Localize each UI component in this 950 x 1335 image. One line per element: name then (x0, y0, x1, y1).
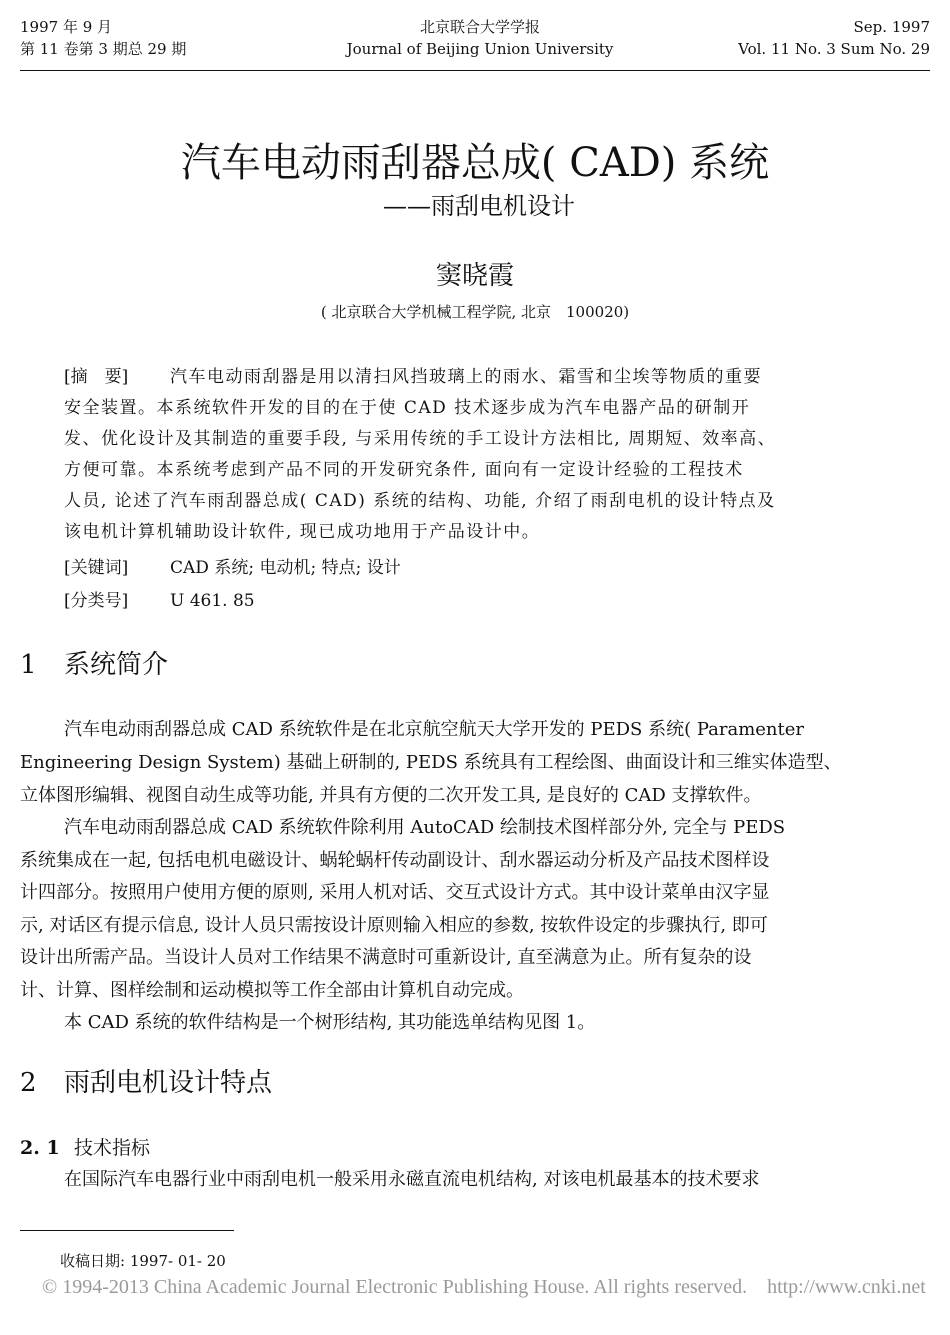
section-number: 2 (20, 1068, 37, 1098)
abstract-line: 发、优化设计及其制造的重要手段, 与采用传统的手工设计方法相比, 周期短、效率高、 (64, 429, 777, 449)
journal-name (330, 16, 630, 60)
body-line: 设计出所需产品。当设计人员对工作结果不满意时可重新设计, 直至满意为止。所有复杂的设 (20, 947, 752, 968)
author-affiliation: ( 北京联合大学机械工程学院, 北京 100020) (320, 303, 630, 321)
body-line: 系统集成在一起, 包括电机电磁设计、蜗轮蜗杆传动副设计、刮水器运动分析及产品技术图样设 (20, 850, 770, 871)
keywords-label: [关键词] (64, 558, 129, 578)
abstract-first-line (64, 363, 762, 392)
header-issue-en: Vol. 11 No. 3 Sum No. 29 (738, 40, 930, 58)
header-date: 1997 年 9 月 (20, 18, 113, 36)
section-heading (20, 1066, 272, 1100)
body-line: 汽车电动雨刮器总成 CAD 系统软件是在北京航空航天大学开发的 PEDS 系统( Paramenter (64, 719, 805, 740)
classification-number: U 461. 85 (170, 591, 255, 611)
body-line: 示, 对话区有提示信息, 设计人员只需按设计原则输入相应的参数, 按软件设定的步骤执行, 即可 (20, 915, 768, 936)
body-line: 在国际汽车电器行业中雨刮电机一般采用永磁直流电机结构, 对该电机最基本的技术要求 (64, 1169, 760, 1190)
paper-subtitle: ——雨刮电机设计 (383, 192, 575, 220)
body-line: 计、计算、图样绘制和运动模拟等工作全部由计算机自动完成。 (20, 980, 524, 1001)
subsection-number: 2. 1 (20, 1137, 60, 1159)
body-line: Engineering Design System) 基础上研制的, PEDS 系统具有工程绘图、曲面设计和三维实体造型、 (20, 752, 842, 773)
classification-label: [分类号] (64, 591, 129, 611)
abstract-line: 人员, 论述了汽车雨刮器总成( CAD) 系统的结构、功能, 介绍了雨刮电机的设计特点及 (64, 491, 776, 511)
body-line: 立体图形编辑、视图自动生成等功能, 并具有方便的二次开发工具, 是良好的 CAD 支撑软件。 (20, 785, 762, 806)
paper-title: 汽车电动雨刮器总成( CAD) 系统 (180, 140, 770, 186)
keywords-row (64, 554, 401, 583)
body-line: 计四部分。按照用户使用方便的原则, 采用人机对话、交互式设计方式。其中设计菜单由汉字显 (20, 882, 770, 903)
body-line: 本 CAD 系统的软件结构是一个树形结构, 其功能选单结构见图 1。 (64, 1012, 596, 1033)
header-journal-cn: 北京联合大学学报 (419, 18, 540, 36)
classification-row (64, 587, 255, 616)
subsection-title: 技术指标 (74, 1137, 151, 1159)
journal-date-volume (20, 16, 186, 60)
header-issue: 第 11 卷第 3 期总 29 期 (20, 40, 187, 58)
header-journal-en: Journal of Beijing Union University (346, 40, 614, 58)
abstract-text: 汽车电动雨刮器是用以清扫风挡玻璃上的雨水、霜雪和尘埃等物质的重要 (170, 367, 762, 387)
section-number: 1 (20, 650, 37, 680)
author-name: 窦晓霞 (435, 261, 514, 291)
section-title: 系统简介 (64, 650, 169, 680)
section-title: 雨刮电机设计特点 (64, 1068, 273, 1098)
header-divider (20, 70, 930, 71)
journal-date-volume-en (738, 16, 930, 60)
received-date-footnote: 收稿日期: 1997- 01- 20 (60, 1252, 226, 1270)
header-date-en: Sep. 1997 (853, 18, 930, 36)
body-line: 汽车电动雨刮器总成 CAD 系统软件除利用 AutoCAD 绘制技术图样部分外, 完全与 PEDS (64, 817, 786, 838)
abstract-label: [摘 要] (64, 367, 129, 387)
copyright-notice: © 1994-2013 China Academic Journal Electronic Publishing House. All rights reserved. http://www.cnki.net (42, 1276, 926, 1298)
keywords-text: CAD 系统; 电动机; 特点; 设计 (170, 558, 401, 578)
section-heading (20, 648, 168, 682)
abstract-line: 安全装置。本系统软件开发的目的在于使 CAD 技术逐步成为汽车电器产品的研制开 (64, 398, 751, 418)
footnote-divider (20, 1230, 234, 1231)
abstract-line: 该电机计算机辅助设计软件, 现已成功地用于产品设计中。 (64, 522, 541, 542)
subsection-heading (20, 1134, 150, 1162)
abstract-line: 方便可靠。本系统考虑到产品不同的开发研究条件, 面向有一定设计经验的工程技术 (64, 460, 744, 480)
